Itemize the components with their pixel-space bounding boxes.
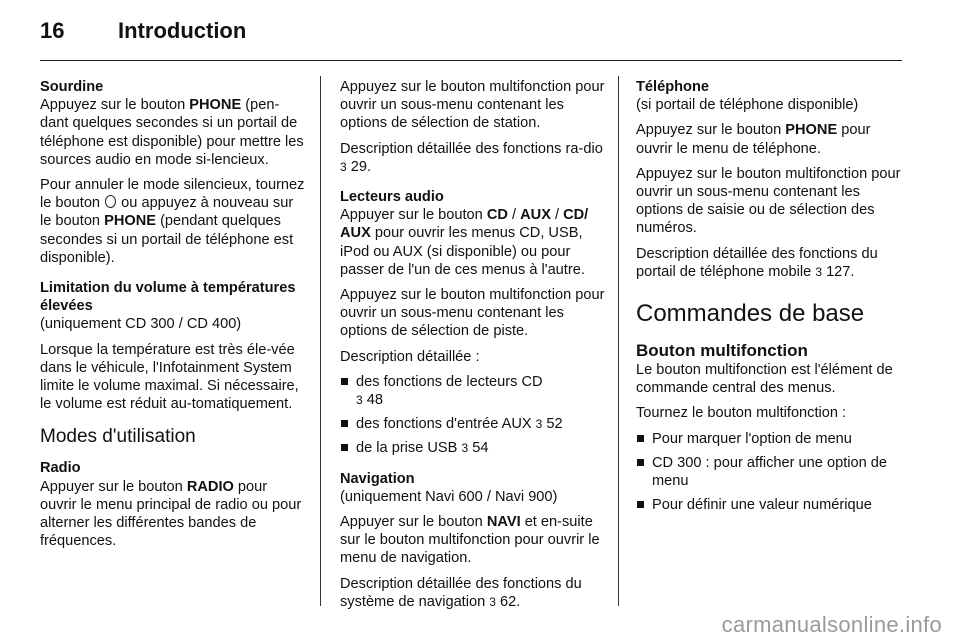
header-divider xyxy=(40,60,902,61)
page-ref-arrow-icon: 3 xyxy=(461,441,469,456)
cd-aux-button-ref: CD/ AUX xyxy=(340,207,589,242)
phone-button-ref: PHONE xyxy=(104,213,157,230)
paragraph-radio-ref: Description détaillée des fonctions ra-dio 3 29. xyxy=(340,140,603,175)
paragraph-sourdine-2: Pour annuler le mode silencieux, tournez le bouton ou appuyez à nouveau sur le bouton PHONE (pendant quelques secondes si un portail de téléphone est disponible). xyxy=(40,177,305,266)
navi-button-ref: NAVI xyxy=(486,514,521,531)
paragraph-telephone-3: Appuyez sur le bouton multifonction pour ouvrir un sous-menu contenant les options de saisie ou de sélection des numéros. xyxy=(636,165,901,237)
page-ref-link[interactable]: 48 xyxy=(366,392,383,409)
paragraph-bouton-2: Tournez le bouton multifonction : xyxy=(636,405,847,422)
aux-button-ref: AUX xyxy=(520,207,551,224)
paragraph-lecteurs-1: Appuyer sur le bouton CD / AUX / CD/ AUX pour ouvrir les menus CD, USB, iPod ou AUX (si disponible) ou pour passer de l'un de ces menus à l'autre. xyxy=(340,207,589,278)
page-ref-link[interactable]: 62. xyxy=(500,593,521,610)
list-item: Pour marquer l'option de menu xyxy=(636,430,906,448)
heading-radio: Radio xyxy=(40,460,81,477)
list-item: des fonctions de lecteurs CD 3 48 xyxy=(340,373,608,409)
paragraph-station: Appuyez sur le bouton multifonction pour ouvrir un sous-menu contenant les options de sélection de station. xyxy=(340,79,605,132)
column-3 xyxy=(636,78,906,521)
heading-commandes: Commandes de base xyxy=(636,300,865,328)
cd-button-ref: CD xyxy=(486,207,508,224)
bullet-list-bouton xyxy=(636,430,906,515)
paragraph-navigation-3: Description détaillée des fonctions du système de navigation 3 62. xyxy=(340,575,582,610)
page-ref-link[interactable]: 54 xyxy=(472,440,489,457)
heading-telephone: Téléphone xyxy=(636,79,709,95)
watermark: carmanualsonline.info xyxy=(721,612,942,637)
page-ref-link[interactable]: 52 xyxy=(546,416,563,433)
paragraph-limitation-2: Lorsque la température est très éle-vée dans le véhicule, l'Infotainment System limite le volume maximal. Si nécessaire, le volume est réduit au-tomatiquement. xyxy=(40,341,299,413)
paragraph-navigation-1: (uniquement Navi 600 / Navi 900) xyxy=(340,488,558,505)
page-ref-link[interactable]: 29. xyxy=(350,158,372,175)
paragraph-limitation-1: (uniquement CD 300 / CD 400) xyxy=(40,316,242,333)
knob-icon xyxy=(105,195,116,208)
paragraph-radio: Appuyer sur le bouton RADIO pour ouvrir le menu principal de radio ou pour alterner les différentes bandes de fréquences. xyxy=(40,478,302,550)
heading-modes: Modes d'utilisation xyxy=(40,426,196,448)
paragraph-navigation-2: Appuyer sur le bouton NAVI et en-suite sur le bouton multifonction pour ouvrir le menu de navigation. xyxy=(340,514,600,567)
column-divider-1 xyxy=(320,76,321,606)
page-ref-link[interactable]: 127. xyxy=(826,263,855,280)
heading-bouton-multifonction: Bouton multifonction xyxy=(636,341,808,361)
column-1 xyxy=(40,78,306,557)
heading-sourdine: Sourdine xyxy=(40,79,104,95)
paragraph-telephone-1: (si portail de téléphone disponible) xyxy=(636,97,859,114)
list-item: CD 300 : pour afficher une option de menu xyxy=(636,454,906,490)
paragraph-sourdine-1: Appuyez sur le bouton PHONE (pen-dant quelques secondes si un portail de téléphone est disponible) pour mettre les sources audio en mode si-lencieux. xyxy=(40,97,304,168)
column-2 xyxy=(340,78,608,618)
page-ref-arrow-icon: 3 xyxy=(489,594,496,609)
page-number: 16 xyxy=(40,18,65,43)
paragraph-telephone-4: Description détaillée des fonctions du portail de téléphone mobile 3 127. xyxy=(636,245,878,280)
heading-navigation: Navigation xyxy=(340,470,415,487)
paragraph-lecteurs-2: Appuyez sur le bouton multifonction pour ouvrir un sous-menu contenant les options de sélection de piste. xyxy=(340,287,605,340)
phone-button-ref: PHONE xyxy=(189,97,242,114)
phone-button-ref: PHONE xyxy=(785,122,838,139)
page-ref-arrow-icon: 3 xyxy=(356,393,363,408)
page-ref-arrow-icon: 3 xyxy=(535,417,543,432)
list-item: des fonctions d'entrée AUX 3 52 xyxy=(340,415,608,433)
page-title: Introduction xyxy=(118,18,247,43)
heading-limitation: Limitation du volume à températures élevées xyxy=(40,280,296,315)
paragraph-lecteurs-3: Description détaillée : xyxy=(340,348,480,365)
column-divider-2 xyxy=(618,76,619,606)
list-item: Pour définir une valeur numérique xyxy=(636,496,906,514)
paragraph-bouton-1: Le bouton multifonction est l'élément de commande central des menus. xyxy=(636,362,893,397)
radio-button-ref: RADIO xyxy=(186,478,234,495)
list-item: de la prise USB 3 54 xyxy=(340,439,608,457)
page-header xyxy=(40,18,246,44)
heading-lecteurs: Lecteurs audio xyxy=(340,189,444,206)
page-ref-arrow-icon: 3 xyxy=(815,264,822,279)
paragraph-telephone-2: Appuyez sur le bouton PHONE pour ouvrir le menu de téléphone. xyxy=(636,122,871,157)
bullet-list-lecteurs xyxy=(340,373,608,458)
page-ref-arrow-icon: 3 xyxy=(340,159,347,174)
